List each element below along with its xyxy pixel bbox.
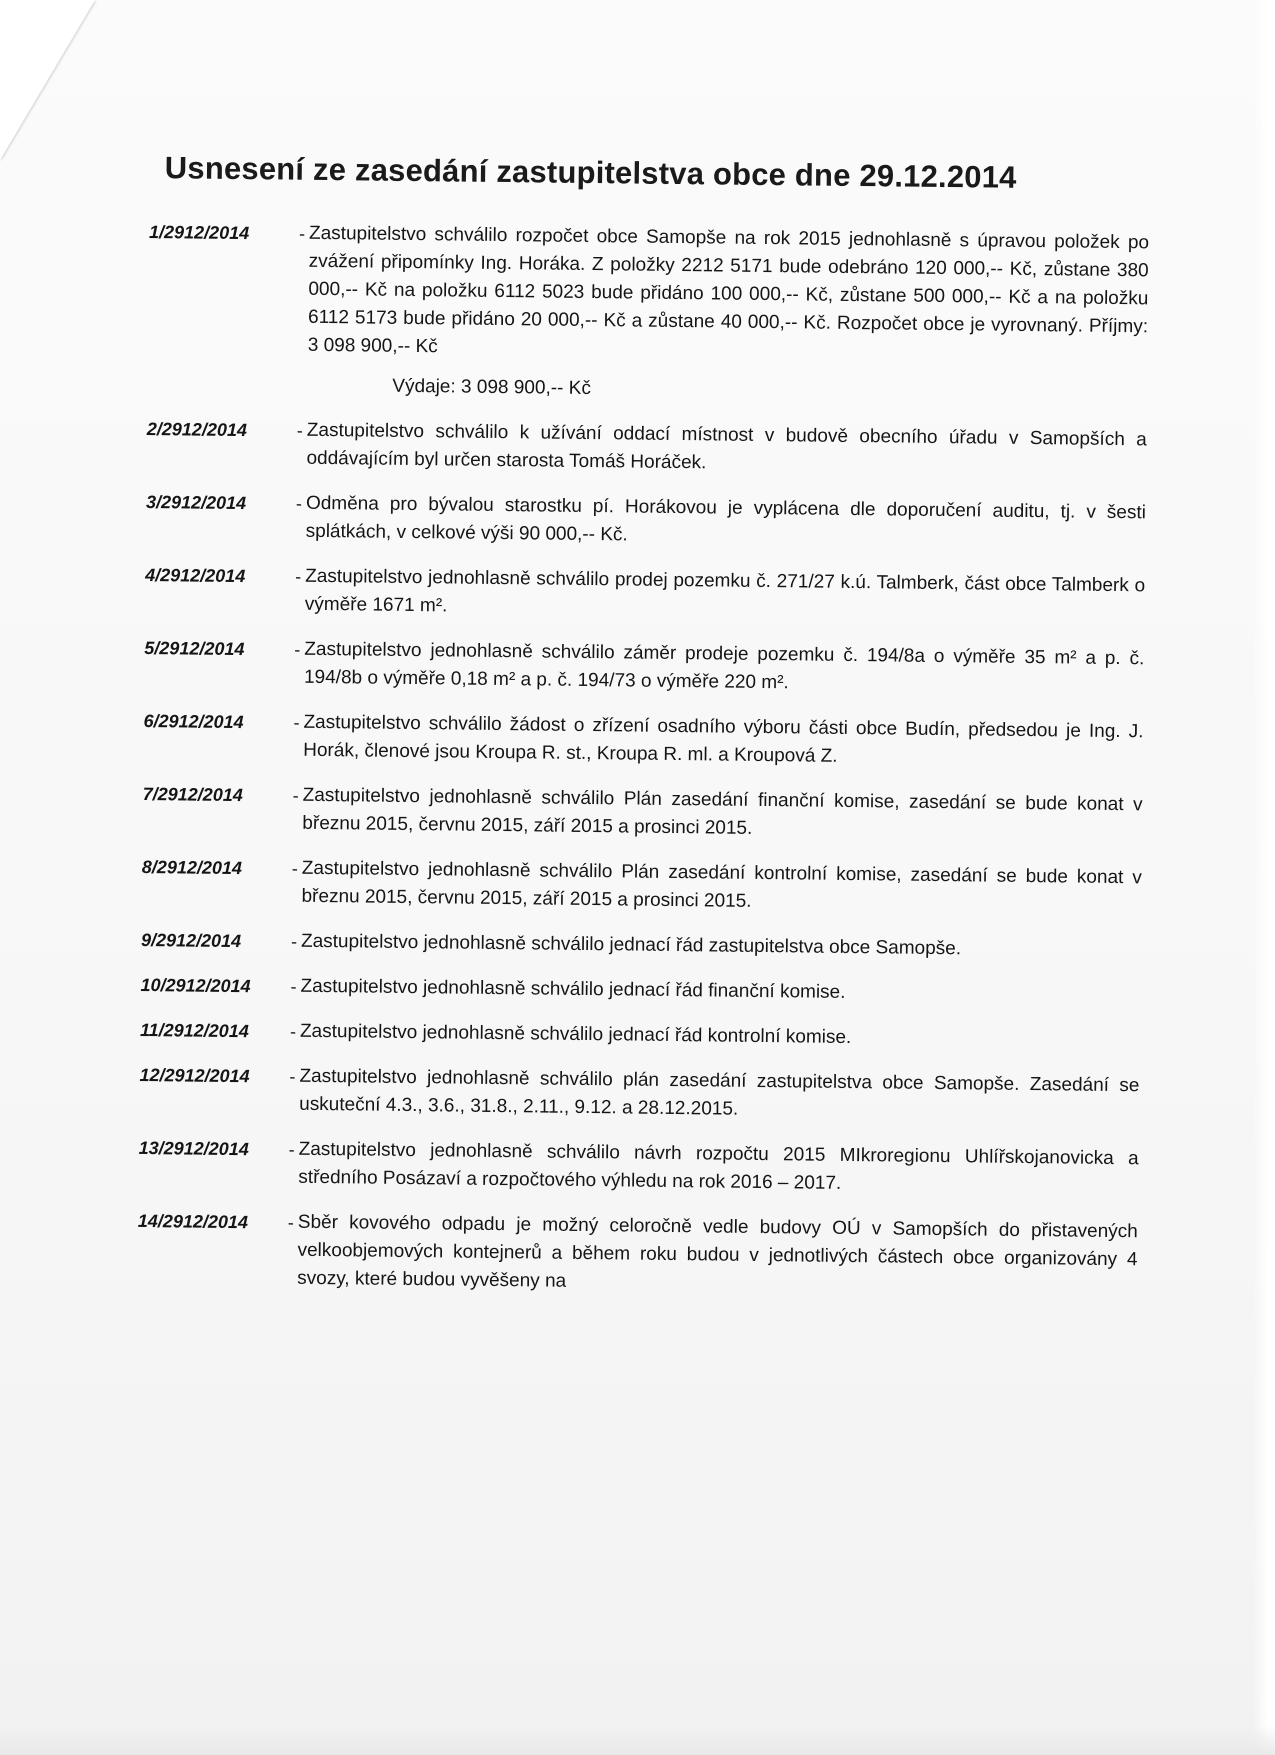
resolution-number: 9/2912/2014 <box>140 929 242 952</box>
resolution-number: 10/2912/2014 <box>140 974 251 997</box>
resolution-11 <box>140 1016 1140 1055</box>
resolution-4 <box>145 561 1146 628</box>
resolution-5 <box>144 634 1145 701</box>
page-right-edge <box>1253 0 1275 1755</box>
resolution-separator: - <box>293 712 300 733</box>
resolution-6 <box>143 707 1144 774</box>
document-title: Usnesení ze zasedání zastupitelstva obce dne 29.12.2014 <box>164 150 1017 195</box>
resolution-12 <box>139 1061 1140 1128</box>
resolution-number: 1/2912/2014 <box>148 221 250 244</box>
resolution-separator: - <box>291 858 298 879</box>
resolution-text <box>307 220 1149 410</box>
resolution-separator: - <box>287 1212 294 1233</box>
resolution-separator: - <box>294 639 301 660</box>
resolution-number: 7/2912/2014 <box>142 783 243 806</box>
resolution-1 <box>147 218 1149 409</box>
resolution-number: 14/2912/2014 <box>137 1210 249 1233</box>
resolution-text: Zastupitelstvo schválilo k užívání oddací místnost v budově obecního úřadu v Samopších a oddávajícím byl určen starosta Tomáš Horáček. <box>306 419 1147 474</box>
resolution-text: Zastupitelstvo jednohlasně schválilo prodej pozemku č. 271/27 k.ú. Talmberk, část obce Talmberk o výměře 1671 m². <box>304 565 1146 617</box>
resolution-number: 12/2912/2014 <box>139 1064 250 1087</box>
resolution-text: Zastupitelstvo jednohlasně schválilo záměr prodeje pozemku č. 194/8a o výměře 35 m² a p. č. 194/8b o výměře 0,18 m² a p. č. 194/73 o výměře 220 m². <box>303 638 1145 694</box>
resolution-14 <box>137 1207 1138 1302</box>
resolution-text: Sběr kovového odpadu je možný celoročně vedle budovy OÚ v Samopších do přistavených velkoobjemových kontejnerů a během roku budou v jednotlivých částech obce organizovány 4 svozy, které budou vyvěšeny na <box>297 1211 1138 1292</box>
resolution-text: Zastupitelstvo jednohlasně schválilo návrh rozpočtu 2015 MIkroregionu Uhlířskojanovicka a středního Posázaví a rozpočtového výhledu na rok 2016 – 2017. <box>298 1138 1139 1194</box>
resolution-3 <box>146 488 1147 555</box>
resolution-text: Odměna pro bývalou starostku pí. Horákovou je vyplácena dle doporučení auditu, tj. v šesti splátkách, v celkové výši 90 000,-- Kč. <box>305 492 1147 546</box>
resolution-separator: - <box>292 785 299 806</box>
page-bottom-edge <box>0 1725 1275 1755</box>
resolution-text: Zastupitelstvo jednohlasně schválilo plán zasedání zastupitelstva obce Samopše. Zasedání se uskuteční 4.3., 3.6., 31.8., 2.11., 9.12. a 28.12.2015. <box>299 1065 1140 1120</box>
resolution-text: Zastupitelstvo schválilo žádost o zřízení osadního výboru části obce Budín, předsedou je Ing. J. Horák, členové jsou Kroupa R. st., Kroupa R. ml. a Kroupová Z. <box>303 711 1144 767</box>
resolution-separator: - <box>290 976 297 997</box>
resolution-separator: - <box>295 493 303 514</box>
resolution-10 <box>140 971 1140 1010</box>
resolution-8 <box>141 853 1142 920</box>
resolution-number: 4/2912/2014 <box>145 564 246 587</box>
resolution-body: Zastupitelstvo schválilo rozpočet obce Samopše na rok 2015 jednohlasně s úpravou položek po zvážení připomínky Ing. Horáka. Z položky 2212 5171 bude odebráno 120 000,-- Kč, zůstane 380 000,-- Kč na položku 6112 5023 bude přidáno 100 000,-- Kč, zůstane 500 000,-- Kč a na položku 6112 5173 bude přidáno 20 000,-- Kč a zůstane 40 000,-- Kč. Rozpočet obce je vyrovnaný. Příjmy: 3 098 900,-- Kč <box>307 222 1150 358</box>
resolution-number: 2/2912/2014 <box>146 418 248 441</box>
resolution-number: 13/2912/2014 <box>138 1137 249 1160</box>
resolution-separator: - <box>295 566 302 587</box>
resolution-9 <box>141 926 1141 965</box>
resolution-extra: Výdaje: 3 098 900,-- Kč <box>392 375 592 400</box>
page-corner-fold <box>0 0 95 160</box>
resolution-13 <box>138 1134 1139 1201</box>
resolution-text: Zastupitelstvo jednohlasně schválilo Plán zasedání finanční komise, zasedání se bude konat v březnu 2015, červnu 2015, září 2015 a prosinci 2015. <box>302 784 1143 839</box>
resolution-text: Zastupitelstvo jednohlasně schválilo Plán zasedání kontrolní komise, zasedání se bude konat v březnu 2015, červnu 2015, září 2015 a prosinci 2015. <box>301 857 1142 912</box>
resolution-separator: - <box>289 1021 297 1042</box>
resolution-number: 5/2912/2014 <box>144 637 245 660</box>
resolution-7 <box>142 780 1143 847</box>
resolution-number: 8/2912/2014 <box>141 856 243 879</box>
resolution-2 <box>146 415 1147 482</box>
resolution-text: Zastupitelstvo jednohlasně schválilo jednací řád finanční komise. <box>300 975 846 1003</box>
resolution-separator: - <box>298 223 306 244</box>
resolution-separator: - <box>296 420 303 441</box>
resolution-separator: - <box>290 931 298 952</box>
resolution-number: 11/2912/2014 <box>139 1019 249 1042</box>
resolution-separator: - <box>288 1139 295 1160</box>
resolution-text: Zastupitelstvo jednohlasně schválilo jednací řád zastupitelstva obce Samopše. <box>300 930 962 960</box>
resolution-number: 3/2912/2014 <box>145 491 247 514</box>
resolution-separator: - <box>289 1066 296 1087</box>
resolution-number: 6/2912/2014 <box>143 710 244 733</box>
resolution-text: Zastupitelstvo jednohlasně schválilo jednací řád kontrolní komise. <box>299 1020 852 1049</box>
document-content <box>137 150 1150 1319</box>
